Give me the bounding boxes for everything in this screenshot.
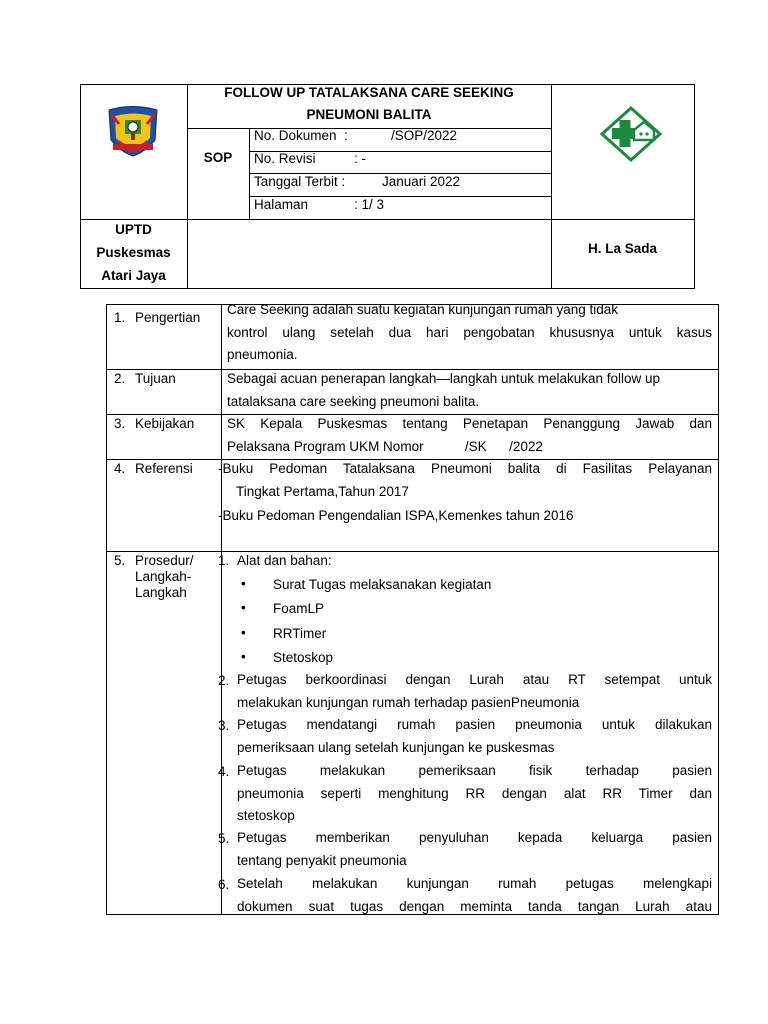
section-text: SK Kepala Puskesmas tentang Penetapan Penanggung Jawab dan Pelaksana Program UKM Nomor /SK /2022 xyxy=(227,416,712,454)
signatory-name: H. La Sada xyxy=(587,241,658,256)
no-revisi-label: No. Revisi xyxy=(254,151,316,166)
step-text: Alat dan bahan: xyxy=(237,553,332,568)
halaman-label: Halaman xyxy=(254,197,309,212)
sop-label: SOP xyxy=(203,150,233,165)
step-text: Petugas memberikan penyuluhan kepada keluarga pasien tentang penyakit pneumonia xyxy=(237,830,712,868)
section-label: Referensi xyxy=(135,461,193,476)
section-text: -Buku Pedoman Tatalaksana Pneumoni balita di Fasilitas Pelayanan Tingkat Pertama,Tahun 2017 -Buku Pedoman Pengendalian ISPA,Kemenkes tahun 2016 xyxy=(218,461,712,523)
bullet: • xyxy=(241,649,246,664)
no-dokumen-label: No. Dokumen : xyxy=(254,128,348,143)
list-item: Surat Tugas melaksanakan kegiatan xyxy=(273,577,492,592)
step-text: Petugas mendatangi rumah pasien pneumonia untuk dilakukan pemeriksaan ulang setelah kunjungan ke puskesmas xyxy=(237,717,712,755)
list-item: Stetoskop xyxy=(273,650,334,665)
organization-name: UPTD Puskesmas Atari Jaya xyxy=(96,222,171,283)
section-text: Sebagai acuan penerapan langkah—langkah untuk melakukan follow up tatalaksana care seeking pneumoni balita. xyxy=(227,371,661,409)
document-title: FOLLOW UP TATALAKSANA CARE SEEKING PNEUMONI BALITA xyxy=(224,85,514,122)
section-label: Tujuan xyxy=(135,371,176,386)
list-item: RRTimer xyxy=(273,626,327,641)
halaman-value: : 1/ 3 xyxy=(354,197,385,212)
section-label: Kebijakan xyxy=(135,416,195,431)
bullet: • xyxy=(241,600,246,615)
bullet: • xyxy=(241,576,246,591)
section-label: Pengertian xyxy=(135,310,201,325)
list-item: FoamLP xyxy=(273,601,325,616)
step-text: Petugas melakukan pemeriksaan fisik terhadap pasien pneumonia seperti menghitung RR dengan alat RR Timer dan stetoskop xyxy=(237,763,712,823)
regional-emblem-icon xyxy=(105,104,161,158)
step-text: Setelah melakukan kunjungan rumah petugas melengkapi dokumen suat tugas dengan meminta tanda tangan Lurah atau xyxy=(237,876,712,914)
bullet: • xyxy=(241,625,246,640)
no-dokumen-value: /SOP/2022 xyxy=(391,128,458,143)
no-revisi-value: : - xyxy=(354,151,366,166)
tanggal-terbit-label: Tanggal Terbit : xyxy=(254,174,346,189)
tanggal-terbit-value: Januari 2022 xyxy=(382,174,461,189)
puskesmas-logo-icon xyxy=(600,106,662,162)
section-label: Prosedur/ Langkah- Langkah xyxy=(135,553,194,600)
step-text: Petugas berkoordinasi dengan Lurah atau RT setempat untuk melakukan kunjungan rumah terhadap pasienPneumonia xyxy=(237,672,712,710)
section-text: Care Seeking adalah suatu kegiatan kunjungan rumah yang tidak kontrol ulang setelah dua hari pengobatan khususnya untuk kasus pneumonia. xyxy=(227,302,712,362)
